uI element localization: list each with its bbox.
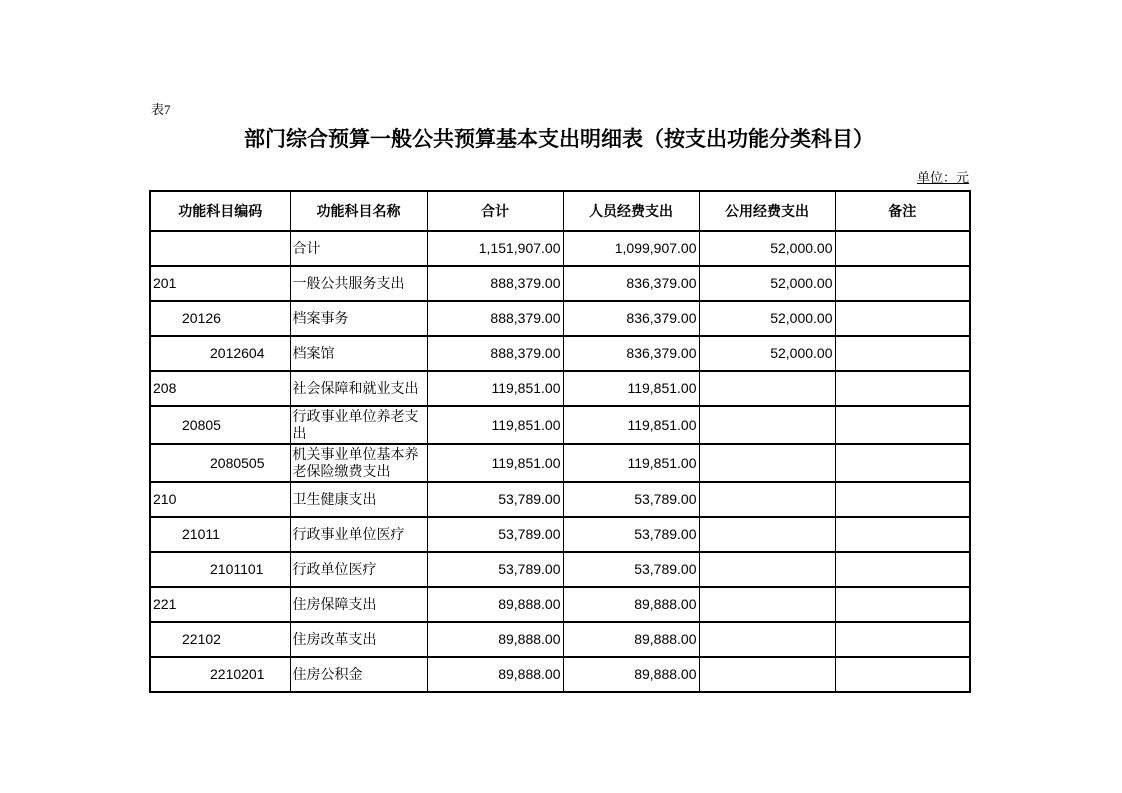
function-name-cell: 机关事业单位基本养老保险缴费支出: [290, 444, 427, 482]
public-expense-cell: [699, 622, 835, 657]
public-expense-cell: 52,000.00: [699, 336, 835, 371]
personnel-expense-cell: 53,789.00: [563, 482, 699, 517]
header-total: 合计: [427, 191, 563, 231]
personnel-expense-cell: 119,851.00: [563, 371, 699, 406]
table-row: [150, 517, 970, 552]
total-cell: 89,888.00: [427, 587, 563, 622]
remarks-cell: [835, 444, 970, 482]
header-personnel-expense: 人员经费支出: [563, 191, 699, 231]
public-expense-cell: [699, 406, 835, 444]
function-name-cell: 合计: [290, 231, 427, 266]
page-title: 部门综合预算一般公共预算基本支出明细表（按支出功能分类科目）: [244, 128, 874, 151]
header-remarks: 备注: [835, 191, 970, 231]
total-cell: 89,888.00: [427, 622, 563, 657]
table-row: [150, 336, 970, 371]
table-row: [150, 406, 970, 444]
function-code-cell: 21011: [150, 517, 290, 552]
public-expense-cell: 52,000.00: [699, 231, 835, 266]
total-cell: 53,789.00: [427, 552, 563, 587]
remarks-cell: [835, 231, 970, 266]
personnel-expense-cell: 89,888.00: [563, 622, 699, 657]
public-expense-cell: [699, 517, 835, 552]
header-public-expense: 公用经费支出: [699, 191, 835, 231]
public-expense-cell: 52,000.00: [699, 266, 835, 301]
personnel-expense-cell: 1,099,907.00: [563, 231, 699, 266]
function-code-cell: 201: [150, 266, 290, 301]
total-cell: 119,851.00: [427, 371, 563, 406]
public-expense-cell: [699, 444, 835, 482]
personnel-expense-cell: 89,888.00: [563, 657, 699, 692]
table-row: [150, 587, 970, 622]
table-row: [150, 371, 970, 406]
total-cell: 888,379.00: [427, 336, 563, 371]
table-row: [150, 266, 970, 301]
public-expense-cell: [699, 482, 835, 517]
remarks-cell: [835, 587, 970, 622]
unit-note: [149, 167, 969, 186]
personnel-expense-cell: 836,379.00: [563, 336, 699, 371]
remarks-cell: [835, 622, 970, 657]
function-name-cell: 一般公共服务支出: [290, 266, 427, 301]
remarks-cell: [835, 482, 970, 517]
function-name-cell: 住房改革支出: [290, 622, 427, 657]
remarks-cell: [835, 336, 970, 371]
public-expense-cell: [699, 552, 835, 587]
table-header: [150, 191, 970, 231]
function-code-cell: 2080505: [150, 444, 290, 482]
total-cell: 53,789.00: [427, 482, 563, 517]
personnel-expense-cell: 119,851.00: [563, 444, 699, 482]
remarks-cell: [835, 371, 970, 406]
total-cell: 888,379.00: [427, 266, 563, 301]
function-code-cell: 20805: [150, 406, 290, 444]
personnel-expense-cell: 53,789.00: [563, 552, 699, 587]
personnel-expense-cell: 836,379.00: [563, 266, 699, 301]
function-name-cell: 档案馆: [290, 336, 427, 371]
total-cell: 89,888.00: [427, 657, 563, 692]
remarks-cell: [835, 301, 970, 336]
total-cell: 119,851.00: [427, 406, 563, 444]
table-row: [150, 231, 970, 266]
personnel-expense-cell: 89,888.00: [563, 587, 699, 622]
function-code-cell: 22102: [150, 622, 290, 657]
personnel-expense-cell: 53,789.00: [563, 517, 699, 552]
function-name-cell: 行政事业单位医疗: [290, 517, 427, 552]
public-expense-cell: [699, 657, 835, 692]
function-code-cell: [150, 231, 290, 266]
personnel-expense-cell: 119,851.00: [563, 406, 699, 444]
function-code-cell: 2012604: [150, 336, 290, 371]
public-expense-cell: [699, 371, 835, 406]
function-name-cell: 行政事业单位养老支出: [290, 406, 427, 444]
function-code-cell: 210: [150, 482, 290, 517]
function-name-cell: 社会保障和就业支出: [290, 371, 427, 406]
header-function-code: 功能科目编码: [150, 191, 290, 231]
remarks-cell: [835, 657, 970, 692]
public-expense-cell: [699, 587, 835, 622]
header-row: [150, 191, 970, 231]
header-function-name: 功能科目名称: [290, 191, 427, 231]
function-name-cell: 行政单位医疗: [290, 552, 427, 587]
total-cell: 1,151,907.00: [427, 231, 563, 266]
function-name-cell: 卫生健康支出: [290, 482, 427, 517]
table-row: [150, 444, 970, 482]
remarks-cell: [835, 406, 970, 444]
table-row: [150, 552, 970, 587]
remarks-cell: [835, 552, 970, 587]
function-code-cell: 2101101: [150, 552, 290, 587]
table-row: [150, 622, 970, 657]
function-code-cell: 20126: [150, 301, 290, 336]
remarks-cell: [835, 266, 970, 301]
function-code-cell: 208: [150, 371, 290, 406]
total-cell: 119,851.00: [427, 444, 563, 482]
function-name-cell: 住房公积金: [290, 657, 427, 692]
function-name-cell: 住房保障支出: [290, 587, 427, 622]
table-row: [150, 657, 970, 692]
function-code-cell: 2210201: [150, 657, 290, 692]
table-body: [150, 231, 970, 692]
total-cell: 888,379.00: [427, 301, 563, 336]
public-expense-cell: 52,000.00: [699, 301, 835, 336]
personnel-expense-cell: 836,379.00: [563, 301, 699, 336]
table-row: [150, 301, 970, 336]
table-number-label: 表7: [151, 102, 171, 117]
table-row: [150, 482, 970, 517]
remarks-cell: [835, 517, 970, 552]
function-code-cell: 221: [150, 587, 290, 622]
unit-note-text: 单位：元: [916, 170, 969, 185]
function-name-cell: 档案事务: [290, 301, 427, 336]
total-cell: 53,789.00: [427, 517, 563, 552]
budget-table: [149, 190, 971, 693]
